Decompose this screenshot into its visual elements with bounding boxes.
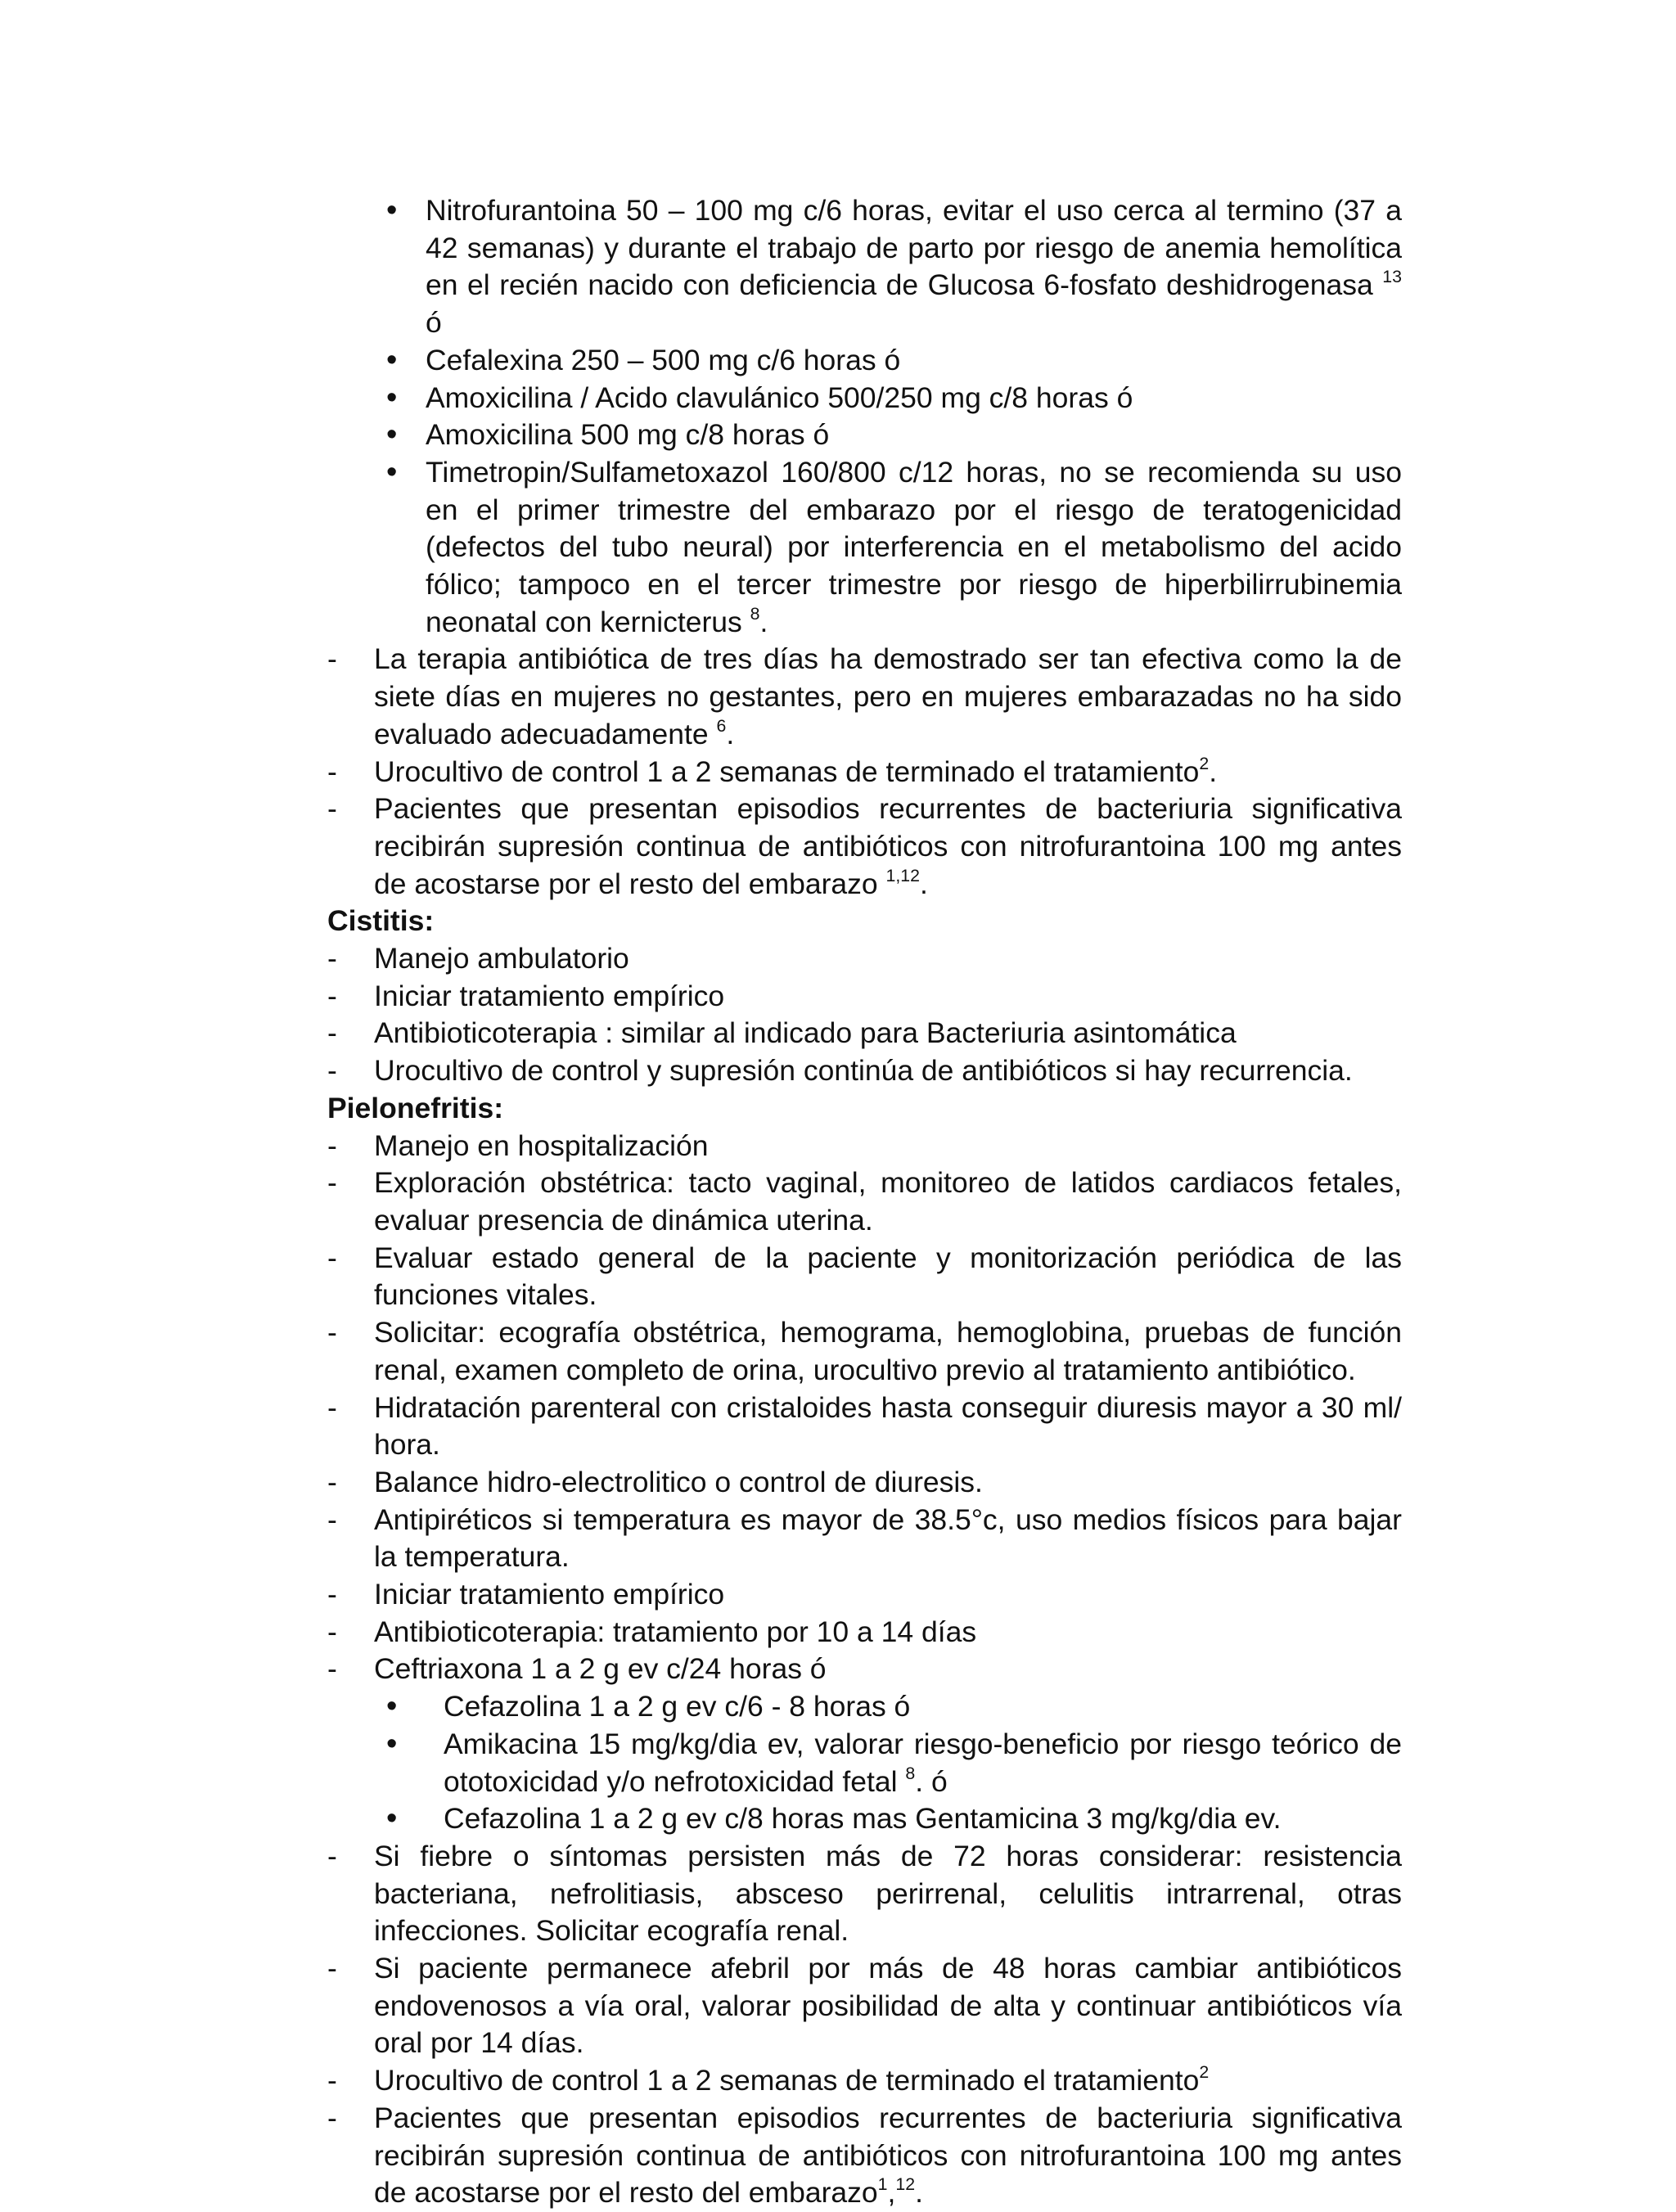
dash-marker: - bbox=[327, 1502, 337, 1536]
bullet-marker: • bbox=[386, 1801, 398, 1836]
list-item bbox=[327, 978, 1402, 1016]
dash-marker: - bbox=[327, 1952, 337, 1985]
bullet-cefalexina bbox=[327, 342, 1402, 380]
bullet-nitrofurantoina bbox=[327, 192, 1402, 342]
item-text: Nitrofurantoina 50 – 100 mg c/6 horas, evitar el uso cerca al termino (37 a 42 semanas) y durante el trabajo de parto por riesgo de anemia hemolítica en el recién nacido con deficiencia de Glucosa 6-fosfato deshidrogenasa bbox=[426, 194, 1402, 302]
list-item bbox=[327, 1240, 1402, 1314]
dash-marker: - bbox=[327, 1839, 337, 1872]
item-text: Cefazolina 1 a 2 g ev c/6 - 8 horas ó bbox=[444, 1690, 911, 1723]
item-text: Iniciar tratamiento empírico bbox=[374, 1578, 725, 1611]
item-tail: . ó bbox=[915, 1764, 948, 1798]
item-text: La terapia antibiótica de tres días ha demostrado ser tan efectiva como la de siete días en mujeres no gestantes, pero en mujeres embarazadas no ha sido evaluado adecuadamente bbox=[374, 642, 1402, 750]
bullet-marker: • bbox=[386, 342, 398, 377]
item-text: Pacientes que presentan episodios recurrentes de bacteriuria significativa recibirán supresión continua de antibióticos con nitrofurantoina 100 mg antes de acostarse por el resto del embarazo bbox=[374, 2101, 1402, 2210]
bullet-amoxicilina bbox=[327, 417, 1402, 454]
list-item bbox=[327, 2062, 1402, 2100]
item-tail: . bbox=[920, 867, 928, 900]
item-tail: ó bbox=[426, 306, 442, 340]
dash-marker: - bbox=[327, 1578, 337, 1611]
list-item bbox=[327, 1128, 1402, 1165]
citation-ref: 1 bbox=[877, 2174, 888, 2195]
citation-ref: 13 bbox=[1382, 267, 1402, 287]
list-item bbox=[327, 1651, 1402, 1688]
dash-marker: - bbox=[327, 1016, 337, 1050]
item-text: Antibioticoterapia : similar al indicado para Bacteriuria asintomática bbox=[374, 1016, 1237, 1050]
citation-ref: 1,12 bbox=[885, 865, 920, 885]
dash-marker: - bbox=[327, 1465, 337, 1498]
citation-ref: 2 bbox=[1199, 753, 1210, 773]
dash-marker: - bbox=[327, 1390, 337, 1424]
bullet-amikacina bbox=[327, 1726, 1402, 1800]
item-text: Balance hidro-electrolitico o control de diuresis. bbox=[374, 1465, 983, 1498]
bullet-marker: • bbox=[386, 193, 398, 228]
item-text: Si paciente permanece afebril por más de 48 horas cambiar antibióticos endovenosos a vía oral, valorar posibilidad de alta y continuar antibióticos vía oral por 14 días. bbox=[374, 1952, 1402, 2060]
bullet-marker: • bbox=[386, 380, 398, 415]
item-text: Amoxicilina / Acido clavulánico 500/250 mg c/8 horas ó bbox=[426, 381, 1133, 414]
bullet-marker: • bbox=[386, 1726, 398, 1761]
list-item bbox=[327, 1015, 1402, 1052]
item-tail: . bbox=[915, 2176, 923, 2210]
list-item bbox=[327, 1390, 1402, 1464]
dash-marker: - bbox=[327, 1129, 337, 1162]
bullet-cefazolina-gentamicina bbox=[327, 1800, 1402, 1838]
section-heading-pielonefritis: Pielonefritis: bbox=[327, 1091, 504, 1124]
bullet-amoxicilina-clavulanico bbox=[327, 380, 1402, 417]
list-item bbox=[327, 1614, 1402, 1651]
dash-item-terapia-tres-dias bbox=[327, 641, 1402, 753]
dash-marker: - bbox=[327, 979, 337, 1012]
dash-item-urocultivo bbox=[327, 754, 1402, 791]
item-text: Ceftriaxona 1 a 2 g ev c/24 horas ó bbox=[374, 1652, 827, 1686]
item-text: Urocultivo de control y supresión continúa de antibióticos si hay recurrencia. bbox=[374, 1054, 1353, 1088]
citation-ref: 8 bbox=[905, 1763, 916, 1783]
dash-marker: - bbox=[327, 2064, 337, 2097]
citation-ref: 8 bbox=[750, 603, 760, 624]
item-text: Si fiebre o síntomas persisten más de 72 horas considerar: resistencia bacteriana, nefrolitiasis, absceso perirrenal, celulitis intrarrenal, otras infecciones. Solicitar ecografía renal. bbox=[374, 1839, 1402, 1948]
item-text: Evaluar estado general de la paciente y monitorización periódica de las funciones vitales. bbox=[374, 1241, 1402, 1312]
item-tail: . bbox=[759, 605, 768, 638]
item-tail: . bbox=[1209, 755, 1218, 788]
item-text: Cefalexina 250 – 500 mg c/6 horas ó bbox=[426, 343, 901, 376]
dash-marker: - bbox=[327, 942, 337, 975]
list-item bbox=[327, 1052, 1402, 1090]
item-text: Timetropin/Sulfametoxazol 160/800 c/12 horas, no se recomienda su uso en el primer trimestre del embarazo por el riesgo de teratogenicidad (defectos del tubo neural) por interferencia en el metabolismo del acido fólico; tampoco en el tercer trimestre por riesgo de hiperbilirrubinemia neonatal con kernicterus bbox=[426, 455, 1402, 638]
dash-marker: - bbox=[327, 1241, 337, 1274]
list-item bbox=[327, 1838, 1402, 1950]
list-item bbox=[327, 1464, 1402, 1502]
bullet-timetropin bbox=[327, 454, 1402, 642]
item-tail: . bbox=[726, 717, 735, 750]
item-text: Manejo ambulatorio bbox=[374, 942, 629, 975]
citation-ref: 2 bbox=[1199, 2062, 1210, 2083]
dash-marker: - bbox=[327, 1166, 337, 1200]
item-text: Pacientes que presentan episodios recurrentes de bacteriuria significativa recibirán supresión continua de antibióticos con nitrofurantoina 100 mg antes de acostarse por el resto del embarazo bbox=[374, 792, 1402, 900]
bullet-marker: • bbox=[386, 1689, 398, 1724]
dash-marker: - bbox=[327, 1615, 337, 1648]
citation-separator: , bbox=[887, 2176, 896, 2210]
item-text: Hidratación parenteral con cristaloides hasta conseguir diuresis mayor a 30 ml/ hora. bbox=[374, 1390, 1402, 1462]
bullet-marker: • bbox=[386, 454, 398, 489]
item-text: Urocultivo de control 1 a 2 semanas de terminado el tratamiento bbox=[374, 2064, 1200, 2097]
section-heading-cistitis: Cistitis: bbox=[327, 904, 435, 938]
list-item bbox=[327, 2100, 1402, 2212]
item-text: Antibioticoterapia: tratamiento por 10 a 14 días bbox=[374, 1615, 977, 1648]
item-text: Amikacina 15 mg/kg/dia ev, valorar riesgo-beneficio por riesgo teórico de ototoxicidad y/o nefrotoxicidad fetal bbox=[444, 1727, 1402, 1798]
list-item bbox=[327, 1576, 1402, 1614]
citation-ref: 12 bbox=[895, 2174, 916, 2195]
bullet-marker: • bbox=[386, 417, 398, 453]
list-item bbox=[327, 1165, 1402, 1239]
dash-marker: - bbox=[327, 755, 337, 788]
item-text: Urocultivo de control 1 a 2 semanas de terminado el tratamiento bbox=[374, 755, 1200, 788]
item-text: Manejo en hospitalización bbox=[374, 1129, 709, 1162]
list-item bbox=[327, 1950, 1402, 2062]
dash-marker: - bbox=[327, 1316, 337, 1349]
dash-marker: - bbox=[327, 792, 337, 826]
document-page bbox=[327, 192, 1402, 2212]
dash-marker: - bbox=[327, 642, 337, 676]
item-text: Amoxicilina 500 mg c/8 horas ó bbox=[426, 418, 830, 452]
dash-marker: - bbox=[327, 1054, 337, 1088]
bullet-cefazolina bbox=[327, 1688, 1402, 1726]
list-item bbox=[327, 940, 1402, 978]
list-item bbox=[327, 1314, 1402, 1389]
item-text: Exploración obstétrica: tacto vaginal, monitoreo de latidos cardiacos fetales, evaluar presencia de dinámica uterina. bbox=[374, 1166, 1402, 1237]
dash-marker: - bbox=[327, 2101, 337, 2134]
dash-marker: - bbox=[327, 1652, 337, 1686]
item-text: Iniciar tratamiento empírico bbox=[374, 979, 725, 1012]
item-text: Solicitar: ecografía obstétrica, hemograma, hemoglobina, pruebas de función renal, examen completo de orina, urocultivo previo al tratamiento antibiótico. bbox=[374, 1316, 1402, 1386]
item-text: Antipiréticos si temperatura es mayor de 38.5°c, uso medios físicos para bajar la temperatura. bbox=[374, 1502, 1402, 1574]
citation-ref: 6 bbox=[716, 715, 727, 736]
list-item bbox=[327, 1502, 1402, 1576]
dash-item-recurrentes bbox=[327, 791, 1402, 903]
item-text: Cefazolina 1 a 2 g ev c/8 horas mas Gentamicina 3 mg/kg/dia ev. bbox=[444, 1802, 1282, 1836]
